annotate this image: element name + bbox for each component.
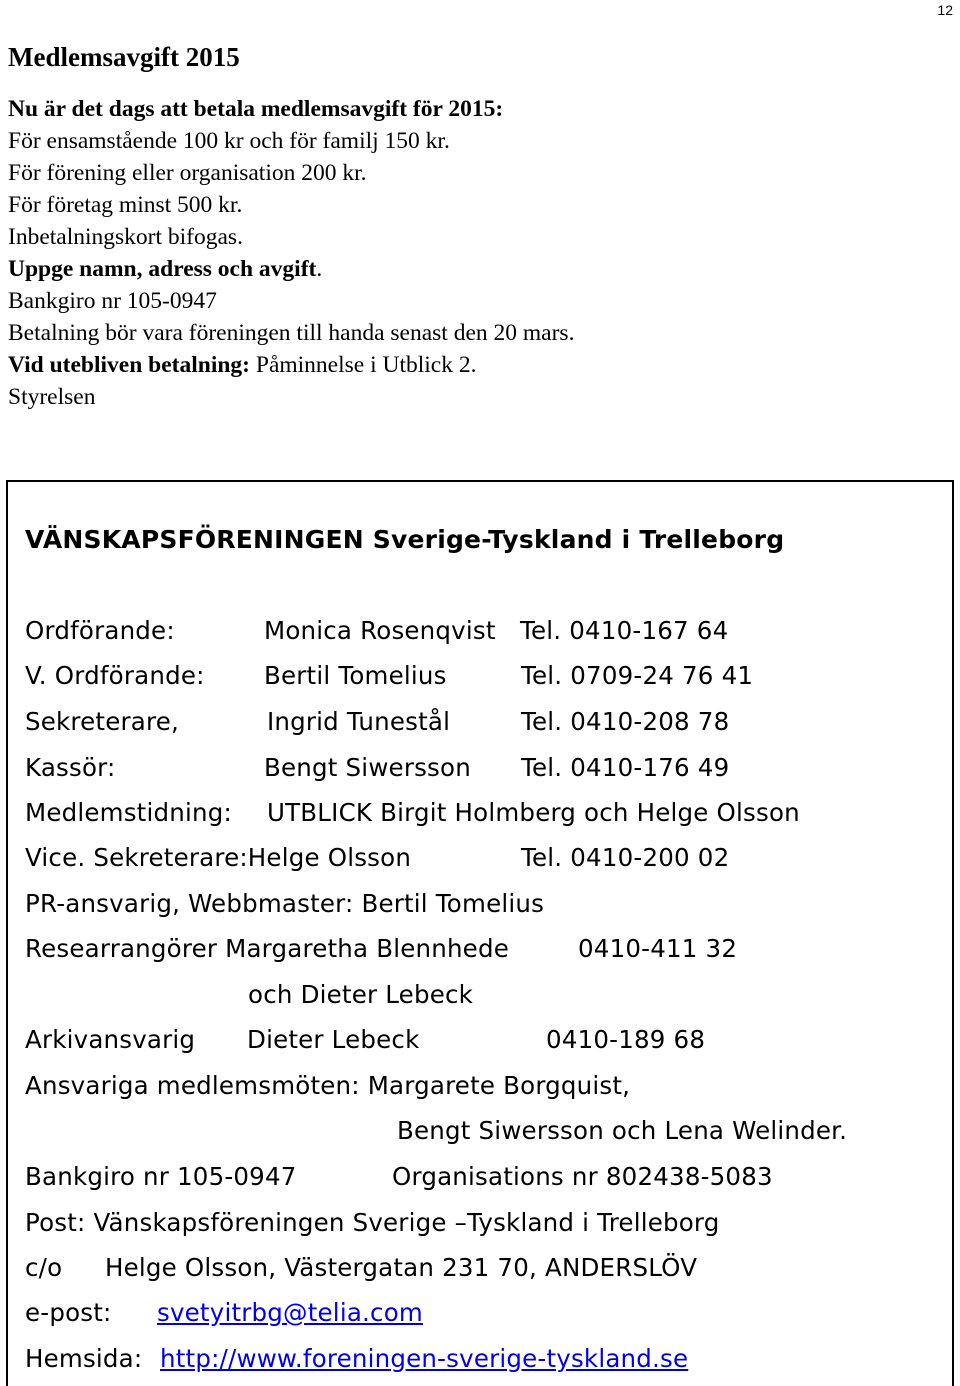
late-payment [8,349,574,381]
chair-role: Ordförande: [25,616,175,645]
late-payment-text: Påminnelse i Utblick 2. [250,352,477,378]
travel-extra: och Dieter Lebeck [248,980,474,1009]
page-title: Medlemsavgift 2015 [8,42,240,72]
pr-row: PR-ansvarig, Webbmaster: Bertil Tomelius [25,889,545,918]
provide-info-bold: Uppge namn, adress och avgift [8,256,317,282]
treasurer-name: Bengt Siwersson [264,753,471,782]
notice-intro: Nu är det dags att betala medlemsavgift för 2015: [8,96,504,122]
secretary-role: Sekreterare, [25,707,179,736]
association-heading: VÄNSKAPSFÖRENINGEN Sverige-Tyskland i Trelleborg [25,525,785,554]
archive-name: Dieter Lebeck [247,1025,420,1054]
org-number: Organisations nr 802438-5083 [392,1162,773,1191]
card-enclosed: Inbetalningskort bifogas. [8,224,243,250]
vice-secretary-phone: Tel. 0410-200 02 [521,843,730,872]
provide-info-end: . [316,256,323,282]
vice-chair-role: V. Ordförande: [25,661,205,690]
archive-role: Arkivansvarig [25,1025,196,1054]
archive-phone: 0410-189 68 [546,1025,706,1054]
website-label: Hemsida: [25,1344,143,1373]
vice-chair-phone: Tel. 0709-24 76 41 [521,661,754,690]
notice-bankgiro: Bankgiro nr 105-0947 [8,288,217,314]
travel-text: Researrangörer Margaretha Blennhede [25,934,509,963]
vice-secretary-text: Vice. Sekreterare:Helge Olsson [25,843,412,872]
meetings-row-2: Bengt Siwersson och Lena Welinder. [397,1116,848,1145]
co-label: c/o [25,1253,63,1282]
provide-info [8,253,574,285]
newsletter-text: UTBLICK Birgit Holmberg och Helge Olsson [267,798,800,827]
chair-phone: Tel. 0410-167 64 [520,616,729,645]
secretary-name: Ingrid Tunestål [267,707,451,736]
membership-notice [8,93,574,413]
newsletter-role: Medlemstidning: [25,798,232,827]
fee-individual: För ensamstående 100 kr och för familj 150 kr. [8,128,450,154]
chair-name: Monica Rosenqvist [264,616,496,645]
treasurer-phone: Tel. 0410-176 49 [521,753,730,782]
late-payment-label: Vid utebliven betalning: [8,352,250,378]
payment-deadline: Betalning bör vara föreningen till handa senast den 20 mars. [8,320,575,346]
association-info-box [6,480,954,1386]
treasurer-role: Kassör: [25,753,116,782]
email-label: e-post: [25,1298,112,1327]
vice-chair-name: Bertil Tomelius [264,661,447,690]
signature: Styrelsen [8,384,96,410]
box-bankgiro: Bankgiro nr 105-0947 [25,1162,297,1191]
fee-organisation: För förening eller organisation 200 kr. [8,160,367,186]
fee-company: För företag minst 500 kr. [8,192,243,218]
co-address: Helge Olsson, Västergatan 231 70, ANDERSLÖV [105,1253,698,1282]
meetings-row-1: Ansvariga medlemsmöten: Margarete Borgquist, [25,1071,631,1100]
post-row: Post: Vänskapsföreningen Sverige –Tyskland i Trelleborg [25,1208,720,1237]
page-number: 12 [937,2,953,18]
website-link[interactable]: http://www.foreningen-sverige-tyskland.se [160,1344,689,1373]
secretary-phone: Tel. 0410-208 78 [521,707,730,736]
email-link[interactable]: svetyitrbg@telia.com [157,1298,423,1327]
travel-phone: 0410-411 32 [578,934,738,963]
